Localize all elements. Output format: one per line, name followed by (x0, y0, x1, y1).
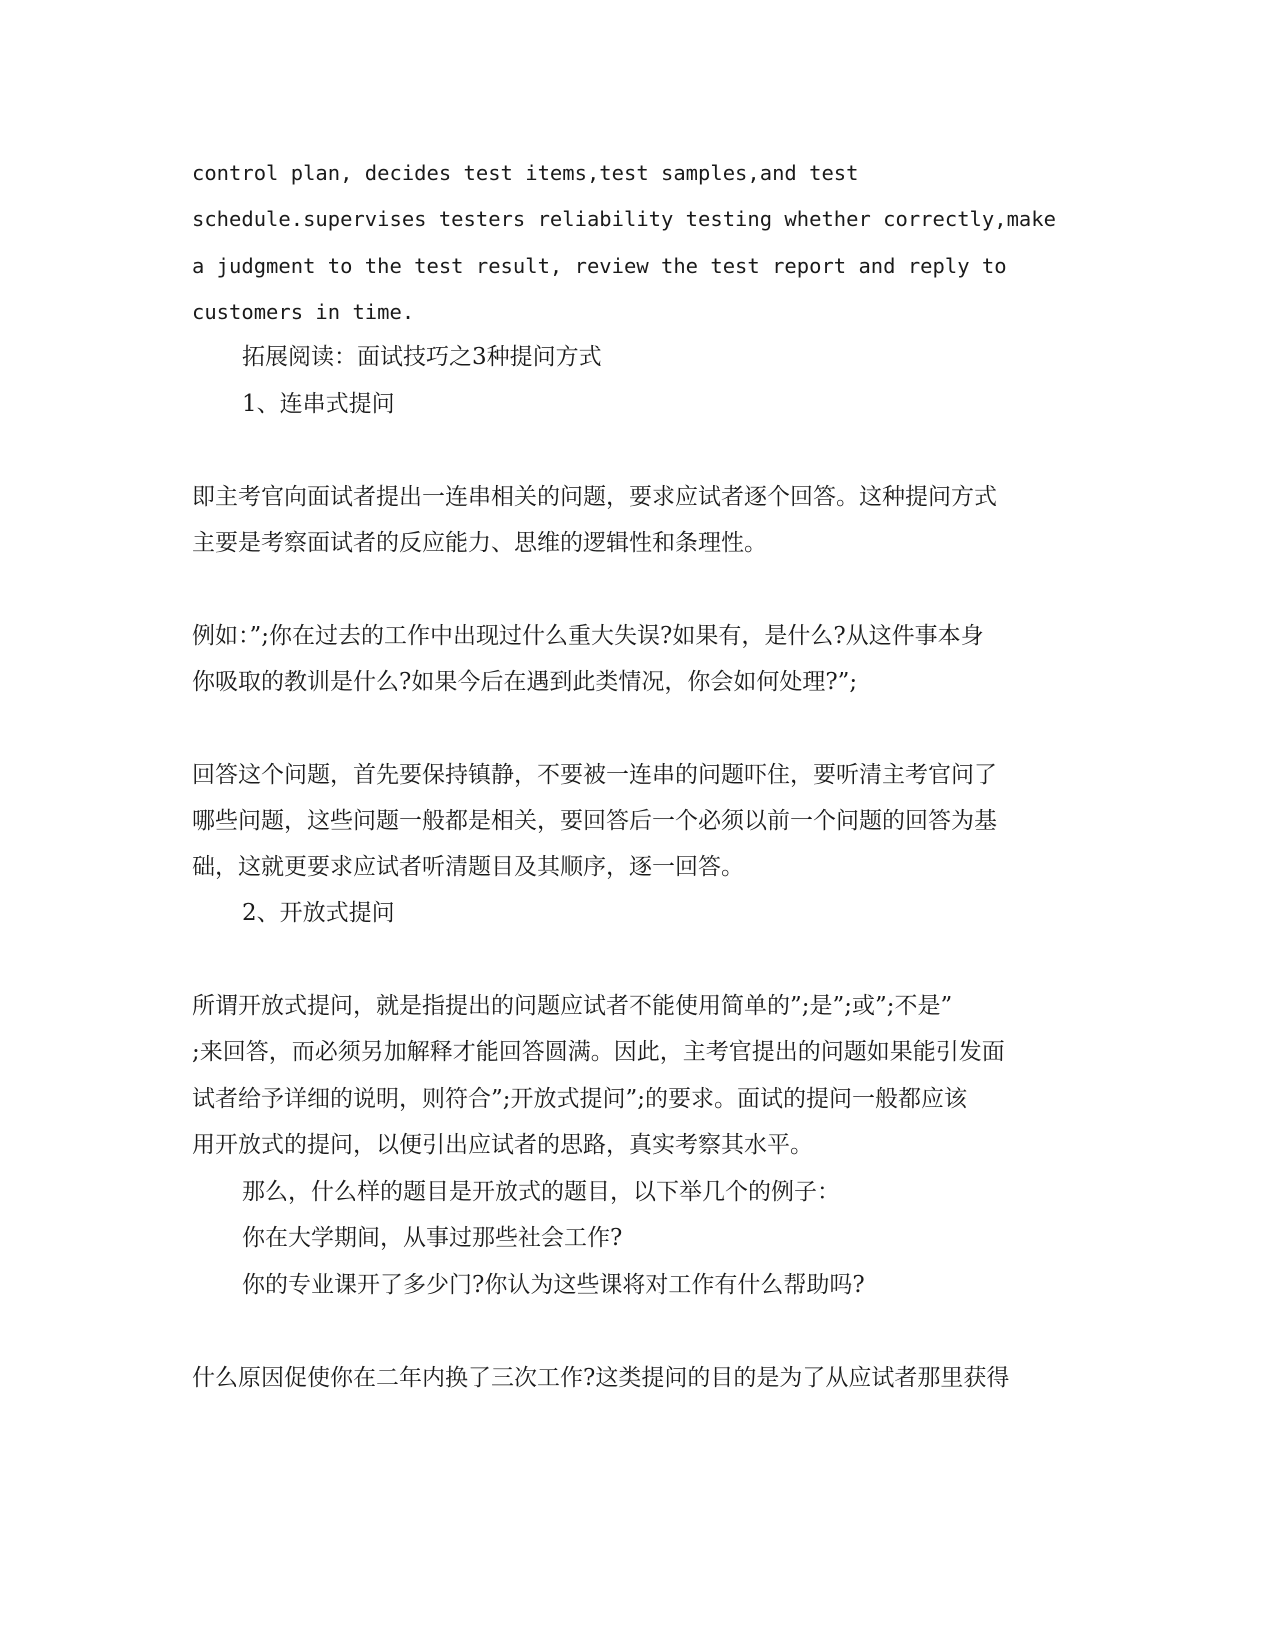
section2-last-line: 什么原因促使你在二年内换了三次工作?这类提问的目的是为了从应试者那里获得 (192, 1365, 1010, 1391)
english-paragraph-line-4: customers in time. (192, 300, 415, 324)
section1-example-line-1: 例如：”;你在过去的工作中出现过什么重大失误?如果有，是什么?从这件事本身 (192, 623, 984, 649)
section1-example-line-2: 你吸取的教训是什么?如果今后在遇到此类情况，你会如何处理?”; (192, 669, 858, 695)
section2-heading: 2、开放式提问 (242, 900, 395, 926)
section2-para1-line-3: 试者给予详细的说明，则符合”;开放式提问”;的要求。面试的提问一般都应该 (192, 1086, 968, 1112)
section1-answer-line-2: 哪些问题，这些问题一般都是相关，要回答后一个必须以前一个问题的回答为基 (192, 808, 997, 834)
section1-para1-line-2: 主要是考察面试者的反应能力、思维的逻辑性和条理性。 (192, 530, 767, 556)
english-paragraph-line-2: schedule.supervises testers reliability testing whether correctly,make (192, 207, 1056, 231)
section2-para1-line-2: ;来回答，而必须另加解释才能回答圆满。因此，主考官提出的问题如果能引发面 (192, 1039, 1005, 1065)
section2-para1-line-4: 用开放式的提问，以便引出应试者的思路，真实考察其水平。 (192, 1132, 813, 1158)
section1-para1-line-1: 即主考官向面试者提出一连串相关的问题，要求应试者逐个回答。这种提问方式 (192, 484, 997, 510)
english-paragraph-line-1: control plan, decides test items,test samples,and test (192, 161, 859, 185)
section2-para1-line-1: 所谓开放式提问，就是指提出的问题应试者不能使用简单的”;是”;或”;不是” (192, 993, 953, 1019)
section1-answer-line-3: 础，这就更要求应试者听清题目及其顺序，逐一回答。 (192, 854, 744, 880)
section2-example-2: 你的专业课开了多少门?你认为这些课将对工作有什么帮助吗? (242, 1272, 865, 1298)
section2-examples-intro: 那么，什么样的题目是开放式的题目，以下举几个的例子： (242, 1179, 840, 1205)
section1-answer-line-1: 回答这个问题，首先要保持镇静，不要被一连串的问题吓住，要听清主考官问了 (192, 762, 997, 788)
section2-example-1: 你在大学期间，从事过那些社会工作? (242, 1225, 623, 1251)
english-paragraph-line-3: a judgment to the test result, review the test report and reply to (192, 254, 1007, 278)
section1-heading: 1、连串式提问 (242, 391, 395, 417)
extended-reading-title: 拓展阅读：面试技巧之3种提问方式 (242, 344, 602, 370)
